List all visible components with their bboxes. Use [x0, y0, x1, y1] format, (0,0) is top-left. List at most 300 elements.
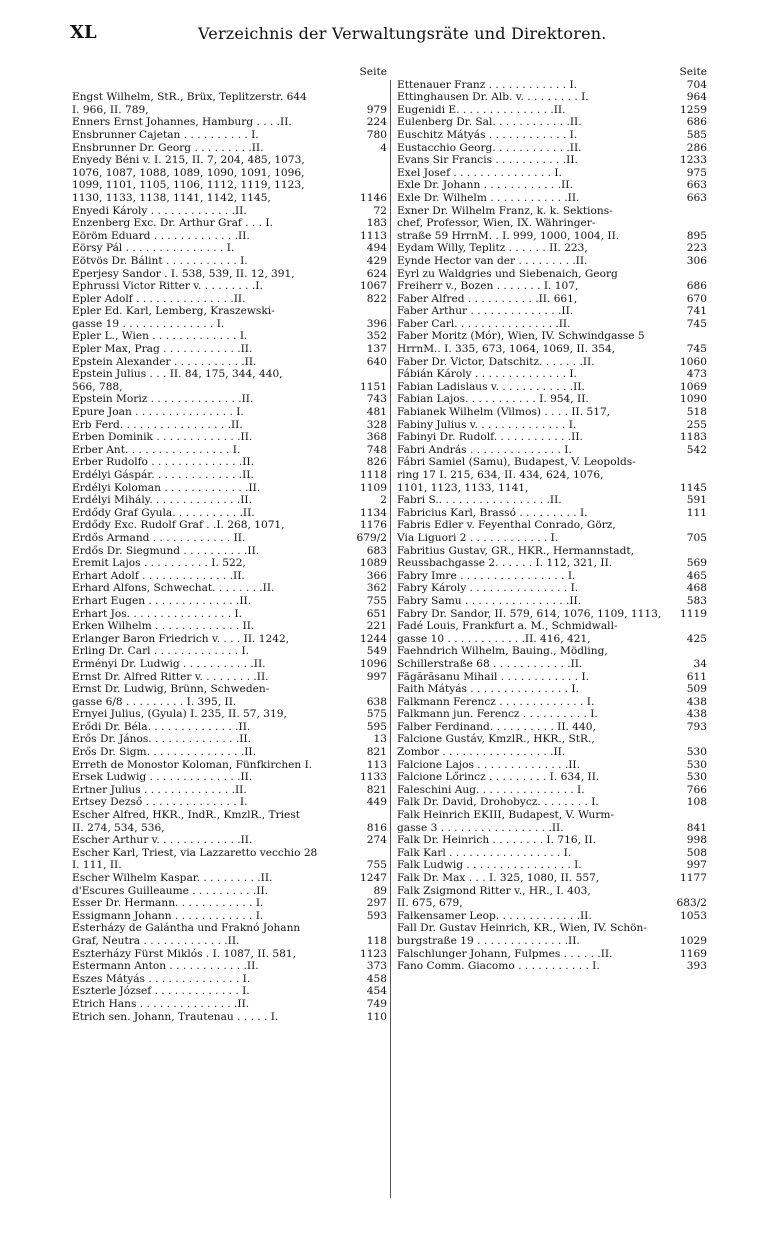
index-entry — [397, 318, 707, 331]
entry-text: Faleschini Aug. . . . . . . . . . . . . . . I. — [397, 783, 585, 796]
entry-text: Fabris Edler v. Feyenthal Conrado, Görz, — [397, 519, 616, 532]
entry-page: 221 — [366, 620, 387, 633]
page-number: XL — [70, 22, 97, 43]
entry-page: 481 — [366, 406, 387, 419]
index-entry — [72, 683, 387, 696]
index-entry — [397, 104, 707, 117]
index-entry — [72, 381, 387, 394]
entry-text: Epler L., Wien . . . . . . . . . . . . . I. — [72, 330, 248, 343]
entry-text: Fabry Károly . . . . . . . . . . . . . . . I. — [397, 582, 579, 595]
index-entry — [72, 330, 387, 343]
entry-page: 352 — [366, 330, 387, 343]
entry-page: 595 — [366, 720, 387, 733]
index-entry — [72, 733, 387, 746]
index-entry — [397, 230, 707, 243]
entry-text: Eszes Mátyás . . . . . . . . . . . . . . I. — [72, 972, 251, 985]
index-entry — [72, 507, 387, 520]
page-header — [70, 22, 710, 48]
index-entry — [397, 683, 707, 696]
index-entry — [72, 406, 387, 419]
entry-text: Erling Dr. Carl . . . . . . . . . . . . . I. — [72, 645, 250, 658]
index-entry — [72, 922, 387, 935]
index-entry — [397, 280, 707, 293]
entry-page: 704 — [686, 78, 707, 91]
entry-text: Ertsey Dezső . . . . . . . . . . . . . . I. — [72, 796, 248, 809]
entry-page: 979 — [366, 103, 387, 116]
index-entry — [397, 658, 707, 671]
entry-text: Ertner Julius . . . . . . . . . . . . . .II. — [72, 783, 247, 796]
index-entry — [397, 343, 707, 356]
index-entry — [72, 356, 387, 369]
entry-text: Reussbachgasse 2. . . . . . I. 112, 321, II. — [397, 557, 613, 570]
entry-text: Erdődy Exc. Rudolf Graf . .I. 268, 1071, — [72, 519, 285, 532]
index-entry — [397, 771, 707, 784]
entry-page: 137 — [366, 343, 387, 356]
index-entry — [397, 834, 707, 847]
entry-page: 1134 — [360, 506, 387, 519]
index-entry — [397, 910, 707, 923]
index-entry — [72, 658, 387, 671]
entry-page: 624 — [366, 267, 387, 280]
entry-text: Fabiny Julius v. . . . . . . . . . . . . . I. — [397, 418, 577, 431]
entry-text: ring 17 I. 215, 634, II. 434, 624, 1076, — [397, 469, 604, 481]
entry-text: Fabry Samu . . . . . . . . . . . . . . . .II. — [397, 594, 582, 607]
entry-text: Epler Max, Prag . . . . . . . . . . . .II. — [72, 343, 253, 356]
index-entry — [72, 608, 387, 621]
entry-text: Eynde Hector van der . . . . . . . . .II. — [397, 254, 588, 267]
index-entry — [72, 268, 387, 281]
entry-text: gasse 3 . . . . . . . . . . . . . . . . .II. — [397, 821, 564, 834]
entry-text: Epler Adolf . . . . . . . . . . . . . . .II. — [72, 292, 246, 305]
index-entry — [397, 79, 707, 92]
index-entry — [397, 796, 707, 809]
entry-page: 1029 — [680, 934, 707, 947]
entry-text: Faber Carl. . . . . . . . . . . . . . . .II. — [397, 317, 571, 330]
entry-text: Eyrl zu Waldgries und Siebenaich, Georg — [397, 267, 618, 280]
entry-text: Ernst Dr. Alfred Ritter v. . . . . . . . .II. — [72, 670, 269, 683]
entry-text: Schillerstraße 68 . . . . . . . . . . . .II. — [397, 657, 583, 670]
index-entry — [72, 431, 387, 444]
entry-text: Ensbrunner Dr. Georg . . . . . . . . .II. — [72, 141, 264, 154]
entry-page: 1244 — [360, 632, 387, 645]
index-entry — [397, 960, 707, 973]
entry-text: Ensbrunner Cajetan . . . . . . . . . . I. — [72, 128, 259, 141]
entry-text: Fabri András . . . . . . . . . . . . . . I. — [397, 443, 572, 456]
entry-text: Epstein Moriz . . . . . . . . . . . . . .II. — [72, 393, 254, 406]
index-entry — [72, 142, 387, 155]
entry-page: 997 — [686, 859, 707, 872]
index-entry — [397, 368, 707, 381]
index-entry — [72, 91, 387, 104]
entry-text: Faehndrich Wilhelm, Bauing., Mödling, — [397, 645, 608, 658]
entry-text: Fabianek Wilhelm (Vilmos) . . . . II. 517, — [397, 406, 611, 419]
entry-text: Ephrussi Victor Ritter v. . . . . . . . .I. — [72, 280, 263, 293]
entry-text: Fabinyi Dr. Rudolf. . . . . . . . . . . .II. — [397, 431, 583, 444]
entry-page: 975 — [686, 166, 707, 179]
entry-text: Epure Joan . . . . . . . . . . . . . . . I. — [72, 406, 244, 419]
entry-text: Erdélyi Koloman . . . . . . . . . . . . .II. — [72, 481, 261, 494]
index-entry — [72, 368, 387, 381]
index-entry — [72, 759, 387, 772]
entry-text: Eydam Willy, Teplitz . . . . . . II. 223, — [397, 242, 588, 255]
index-entry — [397, 330, 707, 343]
index-entry — [397, 608, 707, 621]
entry-text: Enzenberg Exc. Dr. Arthur Graf . . . I. — [72, 217, 273, 230]
index-entry — [72, 645, 387, 658]
index-entry — [72, 230, 387, 243]
index-entry — [397, 129, 707, 142]
entry-page: 683 — [366, 544, 387, 557]
right-entries — [397, 79, 707, 973]
index-entry — [397, 305, 707, 318]
index-entry — [72, 885, 387, 898]
index-entry — [72, 595, 387, 608]
index-entry — [397, 645, 707, 658]
index-entry — [397, 192, 707, 205]
entry-text: Erdélyi Gáspár. . . . . . . . . . . . . .II. — [72, 469, 254, 481]
entry-text: Eörsy Pál . . . . . . . . . . . . . . . I. — [72, 242, 235, 255]
entry-page: 748 — [366, 443, 387, 456]
entry-text: Fábri Samiel (Samu), Budapest, V. Leopolds- — [397, 456, 636, 469]
index-entry — [397, 519, 707, 532]
index-entry — [397, 759, 707, 772]
entry-page: 998 — [686, 834, 707, 847]
entry-text: Erős Dr. Sigm. . . . . . . . . . . . . . .II. — [72, 746, 256, 759]
entry-page: 509 — [686, 683, 707, 696]
entry-page: 473 — [686, 368, 707, 381]
entry-text: Erdélyi Mihály. . . . . . . . . . . . . .II. — [72, 494, 252, 507]
entry-page: 766 — [686, 783, 707, 796]
entry-page: 1123 — [360, 947, 387, 960]
entry-text: Ernyei Julius, (Gyula) I. 235, II. 57, 319, — [72, 708, 287, 721]
entry-text: Eremit Lajos . . . . . . . . . . I. 522, — [72, 557, 246, 570]
index-entry — [397, 217, 707, 230]
entry-page: 686 — [686, 116, 707, 129]
entry-text: Falk Dr. Heinrich . . . . . . . . I. 716, II. — [397, 834, 597, 847]
entry-text: Eperjesy Sandor . I. 538, 539, II. 12, 391, — [72, 267, 295, 280]
entry-page: 13 — [373, 733, 387, 746]
entry-text: Enyedy Béni v. I. 215, II. 7, 204, 485, 1073, — [72, 154, 305, 167]
page-title: Verzeichnis der Verwaltungsräte und Direktoren. — [198, 24, 607, 43]
index-entry — [397, 746, 707, 759]
entry-page: 679/2 — [356, 531, 387, 544]
entry-text: Eszterle József . . . . . . . . . . . . . I. — [72, 985, 250, 998]
entry-page: 34 — [693, 657, 707, 670]
index-entry — [72, 192, 387, 205]
index-entry — [72, 696, 387, 709]
entry-page: 449 — [366, 796, 387, 809]
index-entry — [397, 242, 707, 255]
entry-page: 454 — [366, 985, 387, 998]
entry-text: Epstein Alexander . . . . . . . . . . .II. — [72, 355, 257, 368]
index-entry — [397, 872, 707, 885]
index-entry — [397, 456, 707, 469]
entry-page: 686 — [686, 280, 707, 293]
entry-text: Fabry Imre . . . . . . . . . . . . . . . . I. — [397, 569, 576, 582]
entry-text: Fabry Dr. Sandor, II. 579, 614, 1076, 1109, 1113, — [397, 607, 662, 620]
entry-page: 425 — [686, 632, 707, 645]
entry-text: Falk Zsigmond Ritter v., HR., I. 403, — [397, 884, 591, 897]
index-entry — [397, 859, 707, 872]
index-entry — [397, 431, 707, 444]
entry-text: Erber Rudolfo . . . . . . . . . . . . . .II. — [72, 456, 254, 469]
index-entry — [72, 280, 387, 293]
entry-text: Escher Arthur v. . . . . . . . . . . . .II. — [72, 834, 253, 847]
index-entry — [72, 973, 387, 986]
entry-text: Erdődy Graf Gyula. . . . . . . . . . .II. — [72, 506, 255, 519]
seite-label-right: Seite — [679, 66, 707, 78]
entry-page: 593 — [366, 909, 387, 922]
index-entry — [397, 393, 707, 406]
index-entry — [397, 708, 707, 721]
entry-text: Epstein Julius . . . II. 84, 175, 344, 440, — [72, 368, 283, 381]
entry-page: 1119 — [680, 607, 707, 620]
index-entry — [72, 494, 387, 507]
index-entry — [72, 469, 387, 482]
entry-text: Ersek Ludwig . . . . . . . . . . . . . .II. — [72, 771, 253, 784]
entry-text: I. 111, II. — [72, 859, 122, 872]
entry-text: II. 274, 534, 536, — [72, 821, 165, 834]
entry-text: Exel Josef . . . . . . . . . . . . . . . I. — [397, 166, 562, 179]
entry-page: 494 — [366, 242, 387, 255]
entry-text: Falk Dr. David, Drohobycz. . . . . . . . I. — [397, 796, 599, 809]
entry-page: 111 — [686, 506, 707, 519]
entry-text: Escher Wilhelm Kaspar. . . . . . . . . .II. — [72, 872, 273, 884]
entry-text: Falk Karl . . . . . . . . . . . . . . . . . I. — [397, 846, 572, 859]
entry-page: 755 — [366, 859, 387, 872]
index-entry — [397, 381, 707, 394]
entry-page: 393 — [686, 960, 707, 973]
index-entry — [72, 104, 387, 117]
entry-text: Faber Alfred . . . . . . . . . . .II. 661, — [397, 292, 578, 305]
entry-text: Falkmann jun. Ferencz . . . . . . . . . . I. — [397, 708, 598, 721]
entry-text: Erlanger Baron Friedrich v. . . . II. 1242, — [72, 632, 290, 645]
entry-text: Falber Ferdinand. . . . . . . . . . II. 440, — [397, 720, 596, 733]
entry-page: 1113 — [360, 229, 387, 242]
entry-page: 816 — [366, 821, 387, 834]
entry-page: 749 — [366, 997, 387, 1010]
entry-text: Falcione Lajos . . . . . . . . . . . . . .II. — [397, 758, 580, 771]
index-entry — [397, 205, 707, 218]
entry-text: Estermann Anton . . . . . . . . . . . .II. — [72, 960, 259, 973]
entry-text: II. 675, 679, — [397, 897, 463, 910]
right-column — [397, 66, 707, 973]
entry-page: 468 — [686, 582, 707, 595]
index-entry — [397, 482, 707, 495]
entry-text: Fadé Louis, Frankfurt a. M., Schmidwall- — [397, 620, 618, 633]
index-entry — [397, 293, 707, 306]
entry-text: straße 59 HrrnM. . I. 999, 1000, 1004, II. — [397, 229, 620, 242]
entry-page: 530 — [686, 771, 707, 784]
index-entry — [72, 948, 387, 961]
entry-page: 663 — [686, 179, 707, 192]
entry-text: Erhart Eugen . . . . . . . . . . . . . .II. — [72, 594, 252, 607]
index-entry — [72, 255, 387, 268]
entry-text: Eustacchio Georg. . . . . . . . . . . .II. — [397, 141, 582, 154]
entry-text: Via Liguori 2 . . . . . . . . . . . . I. — [397, 531, 559, 544]
entry-page: 1151 — [360, 380, 387, 393]
entry-text: Faber Dr. Victor, Datschitz. . . . . . .II. — [397, 355, 595, 368]
entry-page: 549 — [366, 645, 387, 658]
entry-text: Falk Dr. Max . . . I. 325, 1080, II. 557, — [397, 872, 600, 884]
entry-text: Enners Ernst Johannes, Hamburg . . . .II. — [72, 116, 292, 129]
entry-text: 1076, 1087, 1088, 1089, 1090, 1091, 1096, — [72, 166, 305, 179]
entry-page: 841 — [686, 821, 707, 834]
entry-page: 2 — [380, 494, 387, 507]
entry-page: 1060 — [680, 355, 707, 368]
index-entry — [397, 116, 707, 129]
entry-page: 1146 — [360, 191, 387, 204]
entry-page: 224 — [366, 116, 387, 129]
index-entry — [72, 746, 387, 759]
entry-page: 745 — [686, 343, 707, 356]
entry-page: 670 — [686, 292, 707, 305]
entry-page: 458 — [366, 972, 387, 985]
index-entry — [397, 671, 707, 684]
entry-text: Fabri S.. . . . . . . . . . . . . . . . .II. — [397, 494, 562, 507]
entry-text: gasse 6/8 . . . . . . . . . I. 395, II. — [72, 695, 237, 708]
entry-text: Faber Arthur . . . . . . . . . . . . . .II. — [397, 305, 574, 318]
entry-page: 1096 — [360, 657, 387, 670]
index-entry — [397, 935, 707, 948]
entry-page: 368 — [366, 431, 387, 444]
index-entry — [72, 671, 387, 684]
entry-page: 651 — [366, 607, 387, 620]
index-entry — [72, 557, 387, 570]
entry-page: 542 — [686, 443, 707, 456]
entry-page: 518 — [686, 406, 707, 419]
entry-text: Erken Wilhelm . . . . . . . . . . . . . II. — [72, 620, 255, 633]
index-entry — [72, 897, 387, 910]
entry-text: Erdős Armand . . . . . . . . . . . . II. — [72, 531, 246, 544]
entry-page: 1090 — [680, 393, 707, 406]
index-entry — [72, 482, 387, 495]
entry-page: 822 — [366, 292, 387, 305]
index-entry — [72, 708, 387, 721]
entry-page: 110 — [366, 1010, 387, 1023]
entry-text: Faith Mátyás . . . . . . . . . . . . . . . I. — [397, 683, 579, 696]
entry-page: 306 — [686, 254, 707, 267]
entry-page: 286 — [686, 141, 707, 154]
entry-text: Falk Ludwig . . . . . . . . . . . . . . . . I. — [397, 859, 582, 872]
entry-page: 1233 — [680, 154, 707, 167]
index-entry — [72, 796, 387, 809]
index-entry — [397, 532, 707, 545]
index-entry — [72, 519, 387, 532]
entry-text: Epler Ed. Karl, Lemberg, Kraszewski- — [72, 305, 275, 318]
index-entry — [397, 922, 707, 935]
entry-page: 611 — [686, 670, 707, 683]
index-entry — [72, 179, 387, 192]
entry-page: 755 — [366, 594, 387, 607]
entry-page: 373 — [366, 960, 387, 973]
entry-text: 1130, 1133, 1138, 1141, 1142, 1145, — [72, 191, 271, 204]
entry-page: 591 — [686, 494, 707, 507]
entry-page: 1177 — [680, 872, 707, 884]
entry-page: 1259 — [680, 103, 707, 116]
column-separator — [390, 80, 391, 1198]
index-entry — [72, 721, 387, 734]
entry-page: 530 — [686, 746, 707, 759]
entry-text: Essigmann Johann . . . . . . . . . . . . I. — [72, 909, 264, 922]
index-entry — [397, 733, 707, 746]
index-entry — [72, 935, 387, 948]
entry-text: Erményi Dr. Ludwig . . . . . . . . . . .II. — [72, 657, 266, 670]
index-entry — [72, 633, 387, 646]
entry-page: 583 — [686, 594, 707, 607]
index-entry — [72, 985, 387, 998]
index-entry — [72, 1011, 387, 1024]
index-entry — [72, 205, 387, 218]
entry-text: Enyedi Károly . . . . . . . . . . . . .II. — [72, 204, 247, 217]
entry-page: 821 — [366, 783, 387, 796]
index-entry — [72, 318, 387, 331]
index-entry — [72, 456, 387, 469]
entry-text: Fall Dr. Gustav Heinrich, KR., Wien, IV. Schön- — [397, 922, 647, 935]
index-entry — [397, 545, 707, 558]
entry-page: 638 — [366, 695, 387, 708]
index-entry — [72, 582, 387, 595]
index-entry — [397, 784, 707, 797]
index-entry — [397, 356, 707, 369]
entry-text: Ernst Dr. Ludwig, Brünn, Schweden- — [72, 683, 270, 696]
entry-page: 640 — [366, 355, 387, 368]
entry-text: Erhart Adolf . . . . . . . . . . . . . .II. — [72, 569, 245, 582]
index-entry — [72, 154, 387, 167]
index-entry — [397, 847, 707, 860]
entry-page: 1183 — [680, 431, 707, 444]
entry-page: 297 — [366, 897, 387, 910]
index-entry — [72, 809, 387, 822]
entry-text: Etrich sen. Johann, Trautenau . . . . . I. — [72, 1010, 279, 1023]
entry-text: Esser Dr. Hermann. . . . . . . . . . . . I. — [72, 897, 264, 910]
index-entry — [397, 494, 707, 507]
entry-text: chef, Professor, Wien, IX. Währinger- — [397, 217, 596, 230]
entry-page: 575 — [366, 708, 387, 721]
entry-page: 465 — [686, 569, 707, 582]
index-entry — [397, 167, 707, 180]
index-entry — [72, 872, 387, 885]
entry-text: Freiherr v., Bozen . . . . . . . I. 107, — [397, 280, 579, 293]
entry-page: 89 — [373, 884, 387, 897]
index-entry — [397, 142, 707, 155]
index-entry — [397, 822, 707, 835]
entry-page: 108 — [686, 796, 707, 809]
entry-page: 113 — [366, 758, 387, 771]
entry-text: Exle Dr. Johann . . . . . . . . . . . .II. — [397, 179, 573, 192]
entry-page: 743 — [366, 393, 387, 406]
entry-text: Engst Wilhelm, StR., Brüx, Teplitzerstr. 644 — [72, 91, 307, 104]
entry-page: 4 — [380, 141, 387, 154]
index-entry — [72, 859, 387, 872]
entry-page: 741 — [686, 305, 707, 318]
index-entry — [397, 507, 707, 520]
entry-page: 569 — [686, 557, 707, 570]
entry-text: Fabian Lajos. . . . . . . . . . . I. 954, II. — [397, 393, 589, 406]
entry-page: 1118 — [360, 469, 387, 481]
index-entry — [397, 897, 707, 910]
entry-text: Erődi Dr. Béla. . . . . . . . . . . . . .II. — [72, 720, 251, 733]
entry-page: 997 — [366, 670, 387, 683]
index-entry — [72, 822, 387, 835]
entry-text: Ettenauer Franz . . . . . . . . . . . . I. — [397, 78, 578, 91]
entry-text: Ettinghausen Dr. Alb. v. . . . . . . . . I. — [397, 91, 589, 104]
entry-text: Exner Dr. Wilhelm Franz, k. k. Sektions- — [397, 204, 613, 217]
index-entry — [72, 570, 387, 583]
entry-text: Escher Karl, Triest, via Lazzaretto vecchio 28 — [72, 846, 318, 859]
entry-page: 328 — [366, 418, 387, 431]
entry-page: 1053 — [680, 909, 707, 922]
